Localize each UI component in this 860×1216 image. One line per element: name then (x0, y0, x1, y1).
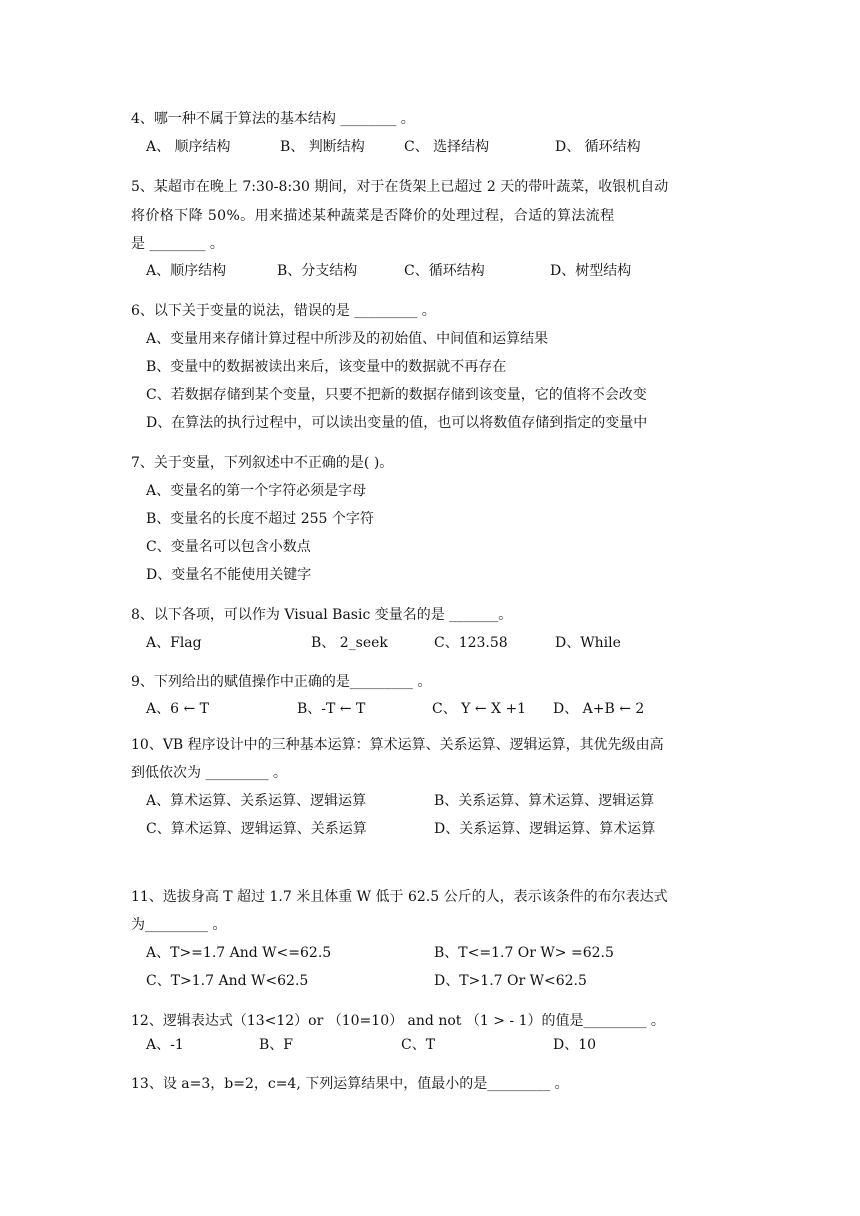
question-5-stem-line-1: 5、某超市在晚上 7:30-8:30 期间，对于在货架上已超过 2 天的带叶蔬菜，收银机自动 (131, 179, 669, 195)
question-4-option-a: A、 顺序结构 (146, 139, 231, 155)
question-10-stem-line-1: 10、VB 程序设计中的三种基本运算：算术运算、关系运算、逻辑运算，其优先级由高 (131, 737, 664, 753)
question-4-stem: 4、哪一种不属于算法的基本结构 ________ 。 (131, 111, 415, 127)
question-8-option-a: A、Flag (146, 635, 202, 651)
question-11-option-d: D、T>1.7 Or W<62.5 (434, 973, 587, 989)
question-9-stem: 9、下列给出的赋值操作中正确的是_________ 。 (131, 674, 432, 690)
question-12-option-c: C、T (401, 1037, 436, 1053)
question-11-stem-line-1: 11、选拔身高 T 超过 1.7 米且体重 W 低于 62.5 公斤的人，表示该条件的布尔表达式 (131, 889, 668, 905)
question-7-option-c: C、变量名可以包含小数点 (146, 539, 311, 555)
question-10-option-d: D、关系运算、逻辑运算、算术运算 (434, 821, 656, 837)
question-9-option-d: D、 A+B ← 2 (553, 701, 645, 717)
question-10-option-c: C、算术运算、逻辑运算、关系运算 (146, 821, 367, 837)
question-12-option-b: B、F (259, 1037, 294, 1053)
question-4-option-c: C、 选择结构 (404, 139, 490, 155)
question-5-option-c: C、循环结构 (404, 263, 485, 279)
question-11-option-c: C、T>1.7 And W<62.5 (146, 973, 309, 989)
question-9-option-b: B、-T ← T (297, 701, 366, 717)
question-7-option-a: A、变量名的第一个字符必须是字母 (146, 483, 367, 499)
question-8-option-c: C、123.58 (434, 635, 508, 651)
question-6-option-b: B、变量中的数据被读出来后，该变量中的数据就不再存在 (146, 359, 507, 375)
question-6-option-a: A、变量用来存储计算过程中所涉及的初始值、中间值和运算结果 (146, 331, 549, 347)
question-5-option-a: A、顺序结构 (146, 263, 227, 279)
question-6-option-d: D、在算法的执行过程中，可以读出变量的值，也可以将数值存储到指定的变量中 (146, 415, 648, 431)
question-5-stem-line-3: 是 ________ 。 (131, 236, 224, 252)
question-10-option-b: B、关系运算、算术运算、逻辑运算 (434, 793, 655, 809)
question-7-option-d: D、变量名不能使用关键字 (146, 567, 312, 583)
question-9-option-a: A、6 ← T (146, 701, 209, 717)
question-11-option-a: A、T>=1.7 And W<=62.5 (146, 945, 332, 961)
question-11-option-b: B、T<=1.7 Or W> =62.5 (434, 945, 614, 961)
question-7-option-b: B、变量名的长度不超过 255 个字符 (146, 511, 374, 527)
question-11-stem-line-2: 为_________ 。 (131, 917, 227, 933)
question-8-option-b: B、 2_seek (311, 635, 388, 651)
question-4-option-d: D、 循环结构 (555, 139, 641, 155)
question-5-stem-line-2: 将价格下降 50%。用来描述某种蔬菜是否降价的处理过程，合适的算法流程 (131, 208, 615, 224)
question-5-option-d: D、树型结构 (550, 263, 632, 279)
question-10-option-a: A、算术运算、关系运算、逻辑运算 (146, 793, 367, 809)
question-12-stem: 12、逻辑表达式（13<12）or （10=10） and not （1 > - 1）的值是_________ 。 (131, 1013, 665, 1029)
question-6-option-c: C、若数据存储到某个变量，只要不把新的数据存储到该变量，它的值将不会改变 (146, 387, 647, 403)
question-7-stem: 7、关于变量，下列叙述中不正确的是( )。 (131, 455, 394, 471)
question-8-stem: 8、以下各项，可以作为 Visual Basic 变量名的是 _______。 (131, 607, 513, 623)
question-9-option-c: C、 Y ← X +1 (432, 701, 527, 717)
question-5-option-b: B、分支结构 (277, 263, 358, 279)
question-6-stem: 6、以下关于变量的说法，错误的是 _________ 。 (131, 303, 436, 319)
question-4-option-b: B、 判断结构 (280, 139, 365, 155)
question-13-stem: 13、设 a=3，b=2，c=4, 下列运算结果中，值最小的是_________ 。 (131, 1076, 569, 1092)
question-8-option-d: D、While (555, 635, 621, 651)
question-10-stem-line-2: 到低依次为 _________ 。 (131, 765, 287, 781)
question-12-option-d: D、10 (553, 1037, 597, 1053)
question-12-option-a: A、-1 (146, 1037, 184, 1053)
